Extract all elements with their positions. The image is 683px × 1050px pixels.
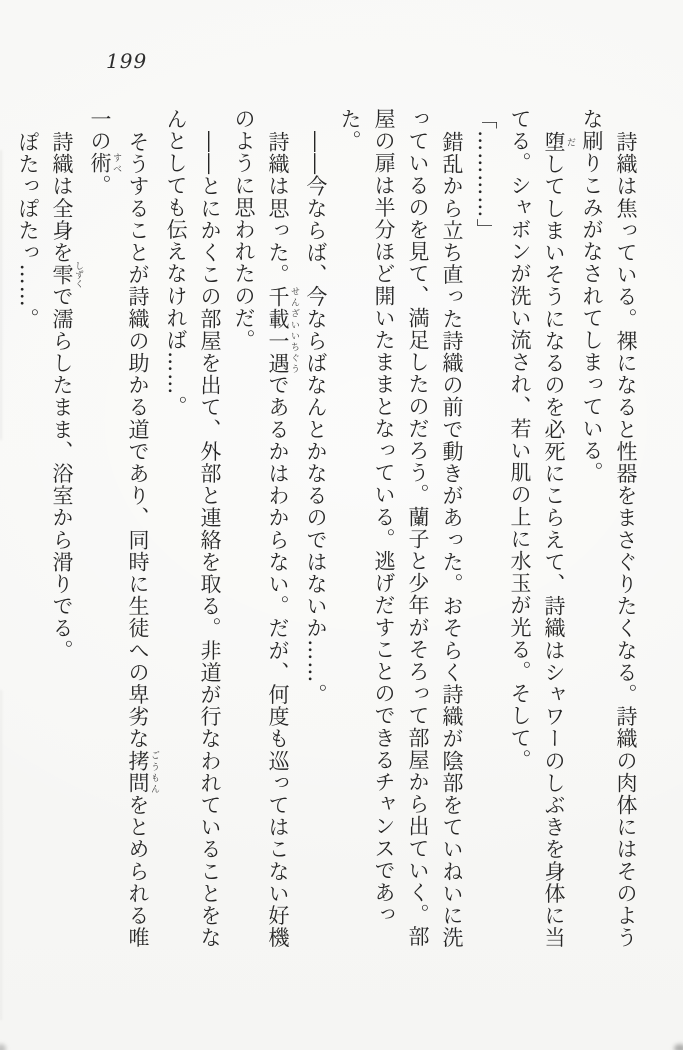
- scan-artifact-corner-bottom-right: [674, 1044, 683, 1050]
- furigana-ruby: 雫 しずく: [50, 261, 83, 289]
- text-line: っているのを見て、満足したのだろう。蘭子と少年がそろって部屋から出ていく。部: [406, 108, 430, 948]
- text-line: 屋の扉は半分ほど開いたままとなっている。逃げだすことのできるチャンスであった。: [338, 108, 396, 926]
- text-line: 詩織は思った。千載一遇 せんざいいちぐうであるかはわからない。だが、何度も巡ってはこない好機: [266, 131, 299, 949]
- text-line: ――今ならば、今ならばなんとかなるのではないか……。: [304, 131, 328, 706]
- text-line: ――とにかくこの部屋を出て、外部と連絡を取る。非道が行なわれていることをな: [198, 131, 222, 949]
- text-line: 「…………」: [474, 108, 498, 241]
- scan-artifact-left-lower: [0, 690, 2, 1020]
- text-line: てる。シャボンが洗い流され、若い肌の上に水玉が光る。そして。: [508, 108, 532, 771]
- furigana-ruby: 拷問 ごうもん: [126, 749, 159, 795]
- text-block: [11, 108, 643, 958]
- text-line: 堕 だしてしまいそうになるのを必死にこらえて、詩織はシャワーのしぶきを身体に当: [542, 131, 575, 949]
- scan-artifact-left-upper: [0, 150, 2, 440]
- text-line: そうすることが詩織の助かる道であり、同時に生徒への卑劣な拷問 ごうもんをとめられる唯: [126, 131, 159, 949]
- text-line: んとしても伝えなければ……。: [164, 108, 188, 418]
- furigana-ruby: 術 すべ: [88, 152, 121, 175]
- text-line: な刷りこみがなされてしまっている。: [580, 108, 604, 484]
- furigana-ruby: 千載一遇 せんざいいちぐう: [266, 285, 299, 375]
- text-line: のように思われたのだ。: [232, 108, 256, 352]
- furigana-ruby: 堕 だ: [542, 131, 575, 154]
- text-line: 一の術 すべ。: [88, 108, 121, 197]
- text-line: 詩織は焦っている。裸になると性器をまさぐりたくなる。詩織の肉体にはそのよう: [614, 131, 638, 949]
- text-line: ぽたっぽたっ……。: [16, 131, 40, 330]
- text-line: 詩織は全身を雫 しずくで濡らしたまま、浴室から滑りでる。: [50, 131, 83, 662]
- scan-artifact-corner-bottom-left: [0, 1044, 6, 1050]
- text-line: 錯乱から立ち直った詩織の前で動きがあった。おそらく詩織が陰部をていねいに洗: [440, 131, 464, 949]
- page-number: 199: [106, 49, 148, 73]
